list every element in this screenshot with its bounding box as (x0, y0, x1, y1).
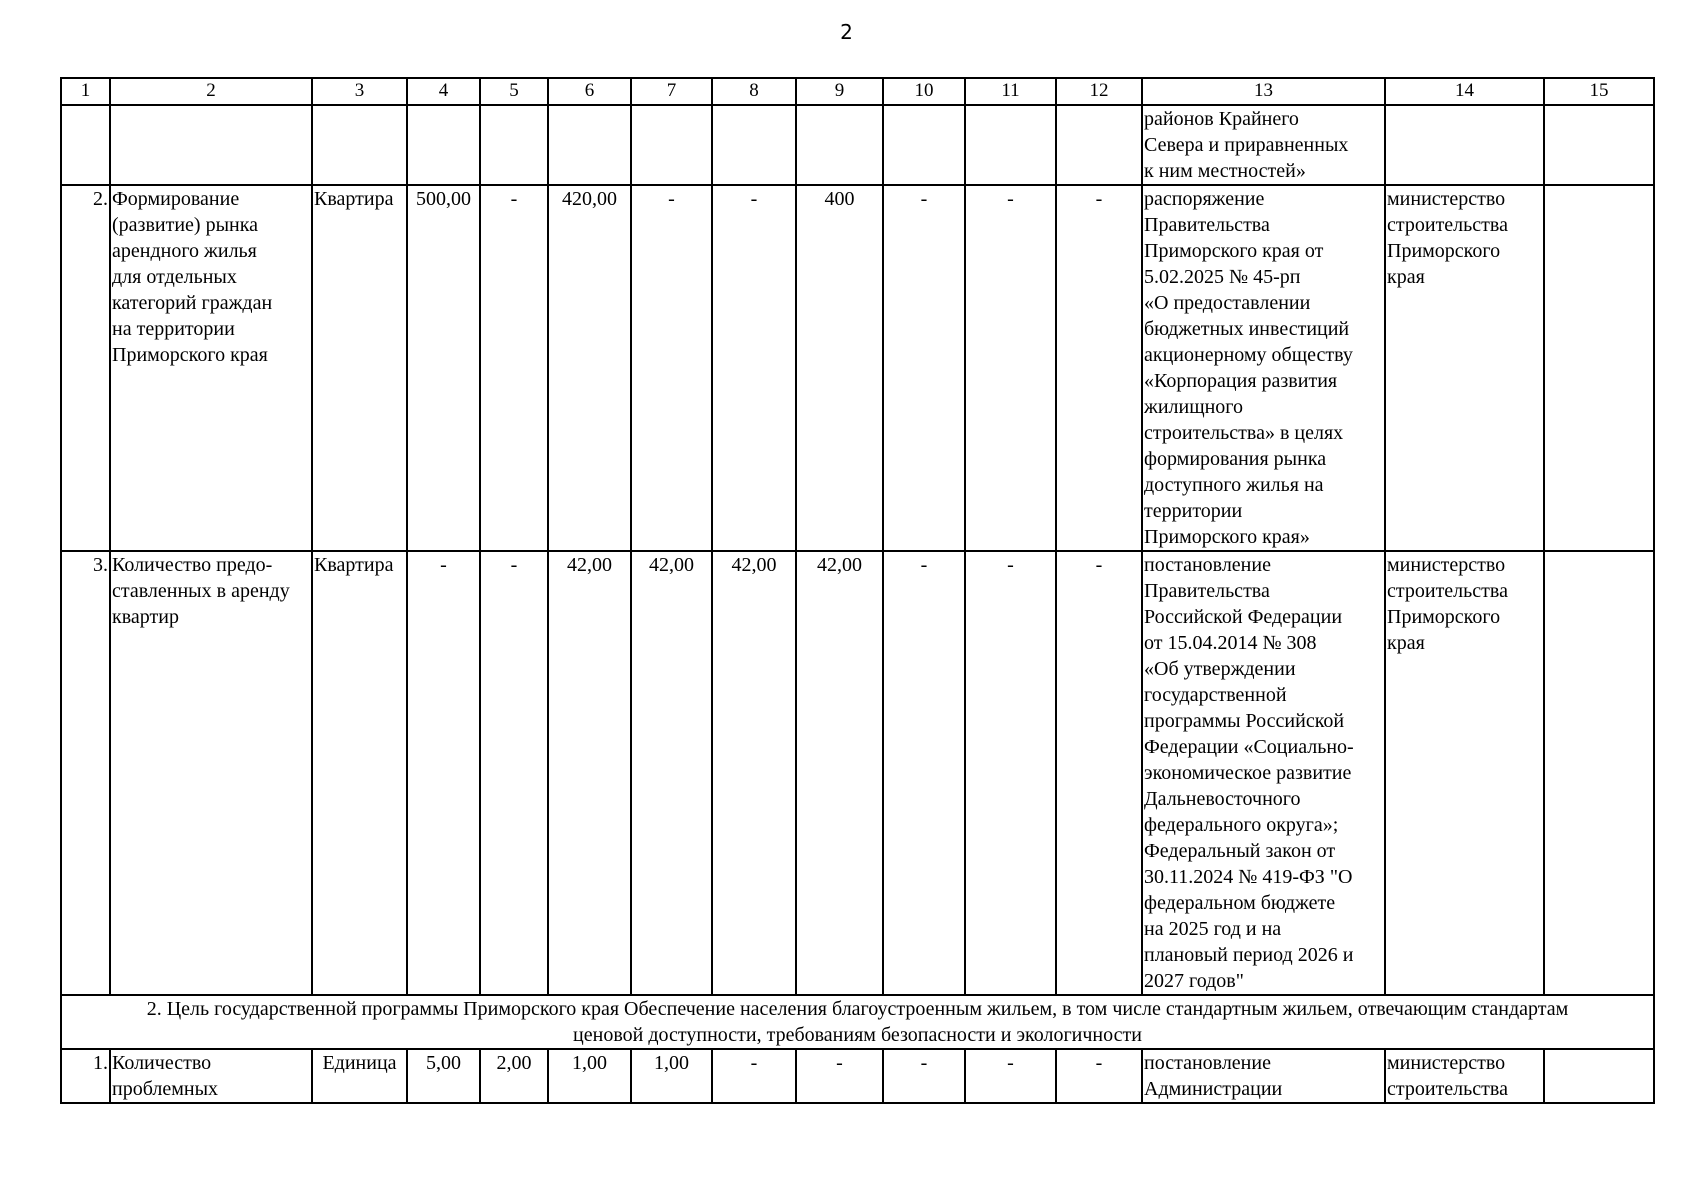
value-cell: - (712, 1049, 796, 1103)
table-row-2 (61, 185, 1654, 551)
table-cell (407, 105, 480, 185)
value-cell: 420,00 (548, 185, 631, 551)
table-cell (1544, 105, 1654, 185)
table-cell (1544, 1049, 1654, 1103)
indicator-name: Количество предо- ставленных в аренду квартир (110, 551, 312, 995)
value-cell: 400 (796, 185, 883, 551)
value-cell: - (480, 185, 548, 551)
row-number: 1. (61, 1049, 110, 1103)
legal-basis-cell: районов Крайнего Севера и приравненных к ним местностей» (1142, 105, 1385, 185)
table-cell (1385, 105, 1544, 185)
continuation-row (61, 105, 1654, 185)
header-cell: 15 (1544, 78, 1654, 105)
header-cell: 7 (631, 78, 712, 105)
header-row (61, 78, 1654, 105)
value-cell: - (883, 1049, 965, 1103)
value-cell: 1,00 (548, 1049, 631, 1103)
header-cell: 2 (110, 78, 312, 105)
value-cell: 500,00 (407, 185, 480, 551)
value-cell: - (480, 551, 548, 995)
header-cell: 14 (1385, 78, 1544, 105)
header-cell: 4 (407, 78, 480, 105)
table-cell (312, 105, 407, 185)
header-cell: 8 (712, 78, 796, 105)
value-cell: - (883, 185, 965, 551)
header-cell: 5 (480, 78, 548, 105)
value-cell: - (407, 551, 480, 995)
responsible-cell: министерство строительства Приморского края (1385, 185, 1544, 551)
table-cell (883, 105, 965, 185)
header-cell: 6 (548, 78, 631, 105)
value-cell: 42,00 (712, 551, 796, 995)
goal-row (61, 995, 1654, 1049)
goal-line-1: 2. Цель государственной программы Приморского края Обеспечение населения благоустроенным жильем, в том числе стандартным жильем, отвечающим стандартам (146, 998, 1569, 1020)
row-number: 2. (61, 185, 110, 551)
indicator-name: Количество проблемных (110, 1049, 312, 1103)
value-cell: 42,00 (796, 551, 883, 995)
page-number: 2 (840, 20, 853, 44)
responsible-cell: министерство строительства (1385, 1049, 1544, 1103)
header-cell: 13 (1142, 78, 1385, 105)
table-row-goal2-1 (61, 1049, 1654, 1103)
legal-basis-cell: постановление Правительства Российской Федерации от 15.04.2014 № 308 «Об утверждении государственной программы Российской Федерации «Социально- экономическое развитие Дальневосточного федерального округа»; Федеральный закон от 30.11.2024 № 419-ФЗ "О федеральном бюджете на 2025 год и на плановый период 2026 и 2027 годов" (1142, 551, 1385, 995)
value-cell: - (965, 1049, 1056, 1103)
value-cell: 5,00 (407, 1049, 480, 1103)
header-cell: 12 (1056, 78, 1142, 105)
table-cell (1056, 105, 1142, 185)
value-cell: 2,00 (480, 1049, 548, 1103)
table-cell (712, 105, 796, 185)
legal-basis-cell: распоряжение Правительства Приморского края от 5.02.2025 № 45-рп «О предоставлении бюджетных инвестиций акционерному обществу «Корпорация развития жилищного строительства» в целях формирования рынка доступного жилья на территории Приморского края» (1142, 185, 1385, 551)
responsible-cell: министерство строительства Приморского края (1385, 551, 1544, 995)
table-row-3 (61, 551, 1654, 995)
value-cell: 42,00 (548, 551, 631, 995)
goal-line-2: ценовой доступности, требованиям безопасности и экологичности (573, 1024, 1142, 1046)
table-cell (1544, 551, 1654, 995)
value-cell: - (796, 1049, 883, 1103)
row-number: 3. (61, 551, 110, 995)
value-cell: 42,00 (631, 551, 712, 995)
table-cell (110, 105, 312, 185)
header-cell: 11 (965, 78, 1056, 105)
table-cell (548, 105, 631, 185)
table-cell (631, 105, 712, 185)
value-cell: - (1056, 1049, 1142, 1103)
value-cell: 1,00 (631, 1049, 712, 1103)
legal-basis-cell: постановление Администрации (1142, 1049, 1385, 1103)
header-cell: 3 (312, 78, 407, 105)
table-cell (965, 105, 1056, 185)
unit-cell: Квартира (312, 551, 407, 995)
unit-cell: Квартира (312, 185, 407, 551)
value-cell: - (712, 185, 796, 551)
goal-heading (61, 995, 1654, 1049)
value-cell: - (883, 551, 965, 995)
value-cell: - (965, 185, 1056, 551)
header-cell: 1 (61, 78, 110, 105)
table-cell (61, 105, 110, 185)
table-cell (796, 105, 883, 185)
header-cell: 9 (796, 78, 883, 105)
indicators-table (60, 77, 1655, 1104)
value-cell: - (1056, 551, 1142, 995)
unit-cell: Единица (312, 1049, 407, 1103)
header-cell: 10 (883, 78, 965, 105)
indicator-name: Формирование (развитие) рынка арендного жилья для отдельных категорий граждан на территории Приморского края (110, 185, 312, 551)
value-cell: - (965, 551, 1056, 995)
value-cell: - (631, 185, 712, 551)
value-cell: - (1056, 185, 1142, 551)
table-cell (480, 105, 548, 185)
table-cell (1544, 185, 1654, 551)
